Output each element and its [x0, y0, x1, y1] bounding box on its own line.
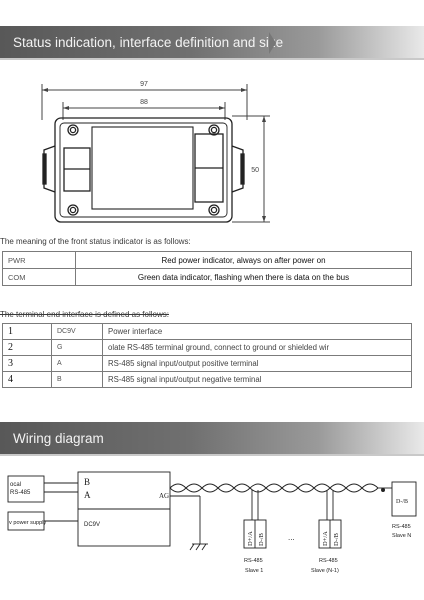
terminal-caption: The terminal end interface is defined as follows: — [0, 310, 169, 319]
local-rs485-line: RS-485 — [10, 490, 31, 496]
module-b-label: B — [84, 477, 91, 487]
table-row — [3, 340, 412, 356]
slave-n-type: RS-485 — [392, 524, 411, 530]
section-header-status — [0, 26, 424, 60]
terminal-pin: B — [52, 372, 103, 388]
slave-n-name: Slave N — [392, 533, 412, 539]
dimension-88-label: 88 — [140, 99, 148, 106]
local-rs485-line: ocal — [10, 482, 22, 488]
module-dc-label: DC9V — [84, 522, 101, 528]
status-desc: Green data indicator, flashing when there is data on the bus — [76, 269, 412, 286]
local-rs485-label — [10, 482, 31, 496]
module-g-label: AG — [159, 492, 170, 500]
slave-ellipsis: ... — [288, 533, 295, 542]
wiring-diagram — [0, 458, 424, 600]
slave1-pins: D-/B — [258, 533, 265, 546]
terminal-num: 4 — [3, 372, 52, 388]
table-row — [3, 252, 412, 269]
slave1-name: Slave 1 — [245, 568, 264, 574]
terminal-desc: RS-485 signal input/output negative terminal — [103, 372, 412, 388]
terminal-pin: DC9V — [52, 324, 103, 340]
terminal-desc: Power interface — [103, 324, 412, 340]
device-housing — [43, 118, 244, 222]
terminal-desc: olate RS-485 terminal ground, connect to ground or shielded wir — [103, 340, 412, 356]
slave-n1-pins: D-/B — [333, 533, 340, 546]
status-key: PWR — [3, 252, 76, 269]
terminal-num: 3 — [3, 356, 52, 372]
section-header-wiring — [0, 422, 424, 456]
table-row — [3, 372, 412, 388]
device-dimension-drawing — [0, 64, 424, 234]
slave1-type: RS-485 — [244, 558, 263, 564]
table-row — [3, 356, 412, 372]
status-key: COM — [3, 269, 76, 286]
terminal-pin: A — [52, 356, 103, 372]
module-a-label: A — [84, 490, 91, 500]
dimension-50-label: 50 — [251, 167, 259, 174]
terminal-num: 1 — [3, 324, 52, 340]
terminal-pin: G — [52, 340, 103, 356]
terminal-num: 2 — [3, 340, 52, 356]
power-supply-label: v power supply — [9, 520, 47, 526]
section-header-status-text: Status indication, interface definition and size — [13, 35, 284, 50]
slave-n-pins: D-/B — [396, 499, 408, 505]
slave-n1-type: RS-485 — [319, 558, 338, 564]
dimension-97-label: 97 — [140, 81, 148, 88]
table-row — [3, 324, 412, 340]
section-header-wiring-text: Wiring diagram — [13, 431, 104, 446]
status-desc: Red power indicator, always on after power on — [76, 252, 412, 269]
slave1-pins: D+/A — [247, 531, 254, 546]
slave-n1-name: Slave (N-1) — [311, 568, 339, 574]
terminal-interface-table — [2, 323, 412, 388]
terminal-desc: RS-485 signal input/output positive terminal — [103, 356, 412, 372]
status-indicator-table — [2, 251, 412, 286]
front-indicator-caption: The meaning of the front status indicator is as follows: — [0, 237, 191, 246]
slave-n1-pins: D+/A — [322, 531, 329, 546]
table-row — [3, 269, 412, 286]
